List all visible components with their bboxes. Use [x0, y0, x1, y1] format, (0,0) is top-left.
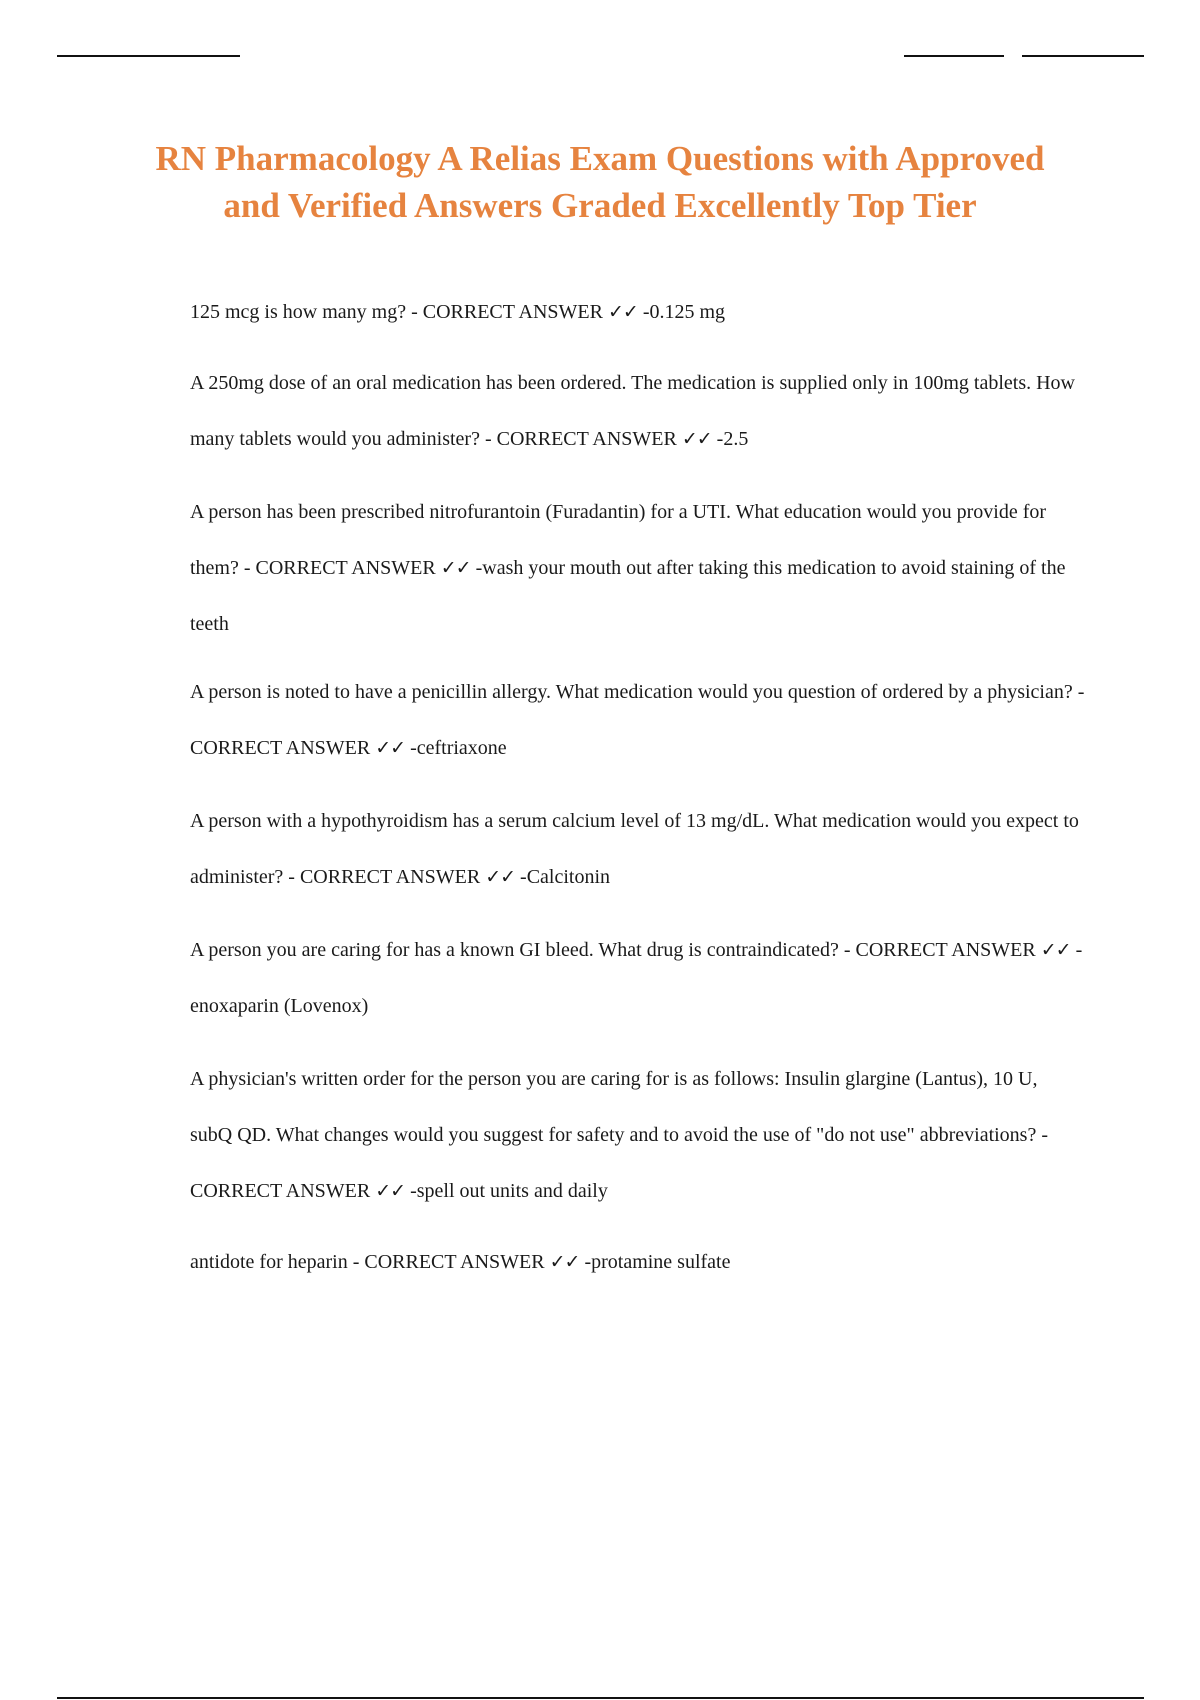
answer-text: -2.5 — [711, 428, 749, 450]
header-rule-middle — [904, 55, 1004, 57]
header-rule-right — [1022, 55, 1144, 57]
document-title: RN Pharmacology A Relias Exam Questions with Approved and Verified Answers Graded Excellently Top Tier — [155, 139, 1045, 225]
qa-item-7 — [190, 1051, 1070, 1219]
check-mark-icon: ✓✓ — [375, 1180, 406, 1202]
answer-text: -wash your mouth out after taking this medication to avoid staining of the teeth — [190, 557, 1066, 635]
check-mark-icon: ✓✓ — [485, 866, 516, 888]
question-text: 125 mcg is how many mg? - CORRECT ANSWER — [190, 301, 608, 323]
answer-text: -protamine sulfate — [579, 1251, 731, 1273]
answer-text: -spell out units and daily — [405, 1180, 608, 1202]
qa-item-2 — [190, 355, 1090, 467]
question-text: A person has been prescribed nitrofurantoin (Furadantin) for a UTI. What education would you provide for them? - CORRECT ANSWER — [190, 501, 1047, 579]
header-rule-left — [57, 55, 240, 57]
qa-item-4 — [190, 664, 1090, 776]
qa-item-3 — [190, 484, 1090, 652]
answer-text: -ceftriaxone — [405, 737, 507, 759]
qa-item-8 — [190, 1234, 1090, 1290]
footer-rule — [57, 1697, 1144, 1699]
check-mark-icon: ✓✓ — [681, 428, 712, 450]
check-mark-icon: ✓✓ — [375, 737, 406, 759]
qa-item-6 — [190, 922, 1090, 1034]
question-text: A person you are caring for has a known GI bleed. What drug is contraindicated? - CORRECT ANSWER — [190, 939, 1041, 961]
question-text: antidote for heparin - CORRECT ANSWER — [190, 1251, 550, 1273]
question-text: A person with a hypothyroidism has a serum calcium level of 13 mg/dL. What medication would you expect to administer? - CORRECT ANSWER — [190, 810, 1079, 888]
answer-text: -Calcitonin — [515, 866, 611, 888]
check-mark-icon: ✓✓ — [607, 301, 638, 323]
qa-item-5 — [190, 793, 1090, 905]
check-mark-icon: ✓✓ — [440, 557, 471, 579]
qa-item-1 — [190, 284, 1090, 340]
question-text: A physician's written order for the person you are caring for is as follows: Insulin glargine (Lantus), 10 U, subQ QD. What changes would you suggest for safety and to avoid the use of "do not use" abbreviations? - CORRECT ANSWER — [190, 1068, 1048, 1202]
question-text: A person is noted to have a penicillin allergy. What medication would you question of ordered by a physician? - CORRECT ANSWER — [190, 681, 1085, 759]
check-mark-icon: ✓✓ — [1040, 939, 1071, 961]
answer-text: -enoxaparin (Lovenox) — [190, 939, 1083, 1017]
check-mark-icon: ✓✓ — [549, 1251, 580, 1273]
question-text: A 250mg dose of an oral medication has been ordered. The medication is supplied only in 100mg tablets. How many tablets would you administer? - CORRECT ANSWER — [190, 372, 1075, 450]
answer-text: -0.125 mg — [637, 301, 726, 323]
